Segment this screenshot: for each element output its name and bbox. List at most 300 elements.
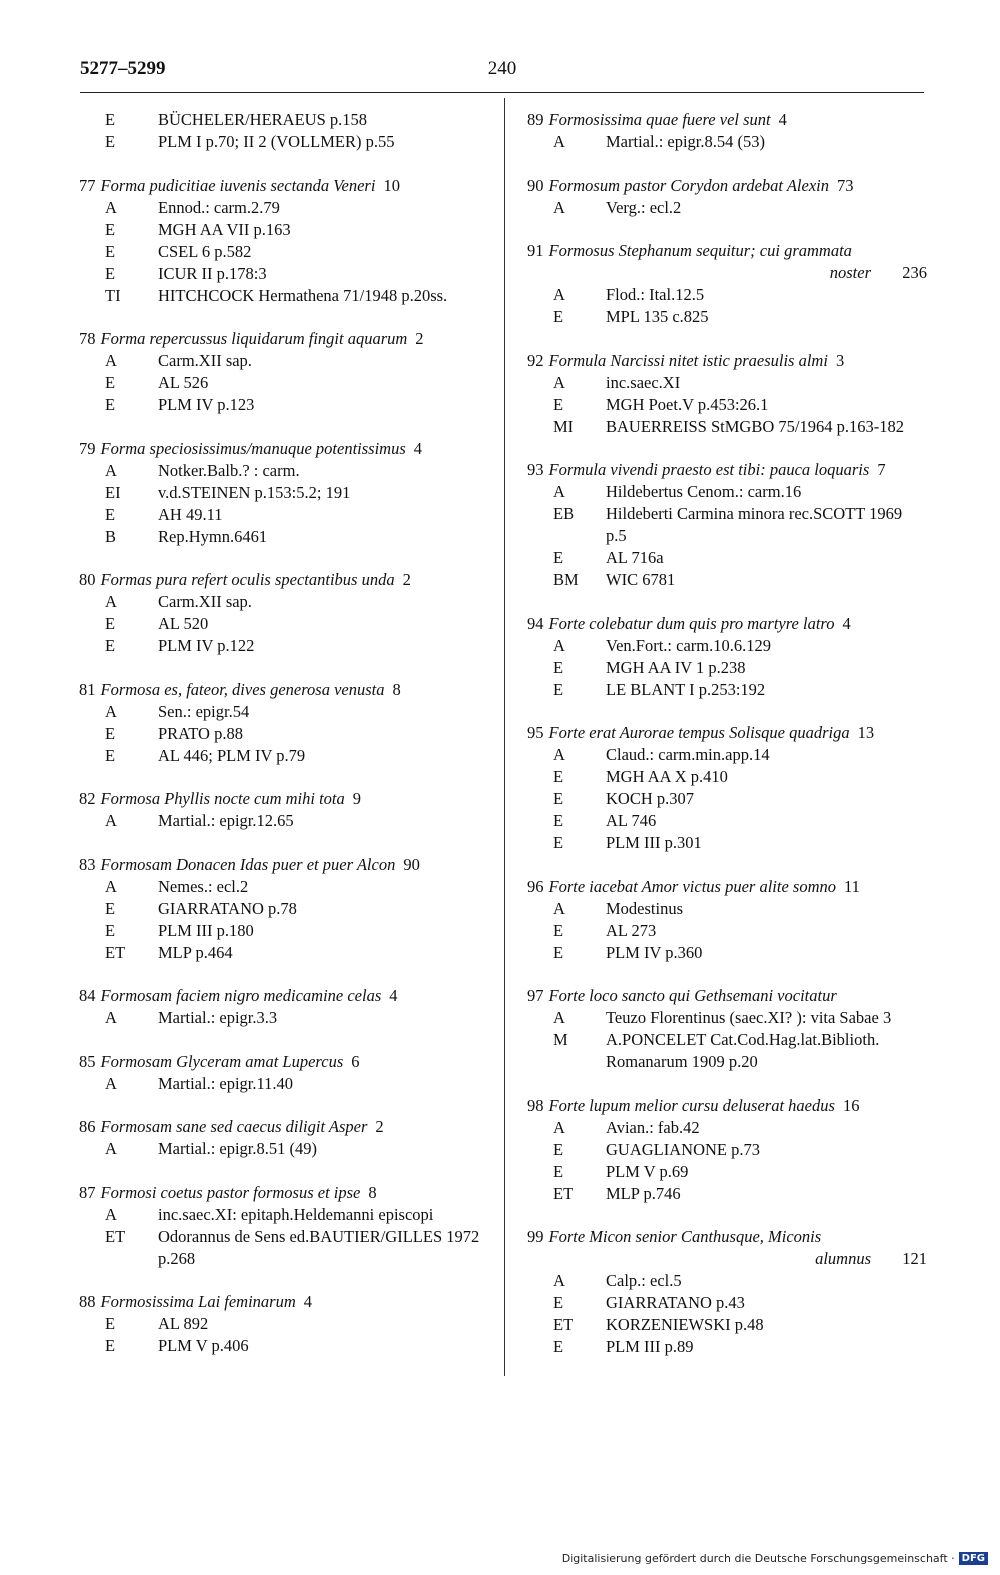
reference-text: Martial.: epigr.11.40	[158, 1073, 294, 1093]
entry-number: 87	[79, 1182, 96, 1202]
reference-row	[79, 1138, 494, 1160]
entry-number: 90	[527, 175, 544, 195]
entry-incipit: Formosi coetus pastor formosus et ipse	[100, 1182, 361, 1202]
entry-incipit: Formosam sane sed caecus diligit Asper	[100, 1117, 368, 1136]
reference-code: B	[105, 526, 117, 546]
verse-count: 4	[389, 986, 398, 1005]
reference-code: E	[105, 263, 116, 283]
verse-count: 8	[392, 679, 401, 699]
right-column	[527, 109, 927, 1380]
verse-count: 8	[368, 1182, 377, 1202]
reference-text: PRATO p.88	[158, 723, 243, 743]
reference-row	[527, 942, 927, 964]
catalog-entry	[79, 175, 494, 307]
reference-text: Martial.: epigr.12.65	[158, 811, 294, 830]
reference-code: A	[553, 635, 565, 655]
verse-count: 7	[877, 460, 886, 479]
reference-code: E	[105, 110, 116, 129]
entry-heading	[527, 240, 927, 262]
reference-row	[527, 547, 927, 569]
entry-number: 98	[527, 1095, 544, 1115]
entry-number: 91	[527, 241, 544, 260]
reference-row	[527, 394, 927, 416]
reference-text: Teuzo Florentinus (saec.XI? ): vita Sabae 3	[606, 1008, 892, 1027]
entry-incipit: Forte loco sancto qui Gethsemani vocitatur	[548, 986, 837, 1005]
entry-incipit: Formosissima Lai feminarum	[100, 1292, 296, 1311]
incipit-continuation: alumnus	[815, 1249, 871, 1268]
reference-text: CSEL 6 p.582	[158, 241, 252, 261]
reference-row	[527, 920, 927, 942]
reference-code: A	[553, 197, 565, 217]
entry-number: 80	[79, 570, 96, 589]
reference-text: Sen.: epigr.54	[158, 701, 250, 721]
entry-heading	[79, 1116, 494, 1138]
footer	[562, 1552, 988, 1565]
reference-code: E	[105, 1314, 116, 1333]
reference-text: Calp.: ecl.5	[606, 1271, 682, 1290]
reference-text: ICUR II p.178:3	[158, 263, 267, 283]
reference-code: A	[105, 592, 117, 611]
reference-row	[79, 482, 494, 504]
reference-row	[527, 1183, 927, 1205]
reference-code: E	[553, 679, 564, 699]
verse-count: 6	[351, 1051, 360, 1071]
reference-text: inc.saec.XI	[606, 372, 681, 392]
verse-count: 4	[303, 1292, 313, 1311]
reference-text: PLM IV p.122	[158, 636, 255, 655]
entry-incipit: Formosa es, fateor, dives generosa venusta	[100, 679, 385, 699]
reference-text: Notker.Balb.? : carm.	[158, 460, 300, 480]
entry-incipit: Forte lupum melior cursu deluserat haedus	[548, 1095, 835, 1115]
reference-code: E	[105, 745, 116, 765]
entry-heading	[79, 438, 494, 460]
entry-heading	[527, 613, 927, 635]
catalog-entry	[79, 1182, 494, 1270]
reference-row	[527, 503, 927, 547]
reference-row	[527, 416, 927, 438]
entry-incipit: Formosus Stephanum sequitur; cui grammata	[548, 241, 852, 260]
entry-range: 5277–5299	[80, 58, 166, 79]
reference-code: A	[553, 898, 565, 918]
entry-heading	[79, 175, 494, 197]
incipit-continuation-line	[527, 262, 927, 284]
reference-code: MI	[553, 416, 574, 436]
reference-code: A	[553, 132, 565, 151]
entry-incipit: Formosam faciem nigro medicamine celas	[100, 986, 382, 1005]
reference-row	[79, 1204, 494, 1226]
reference-code: A	[105, 460, 117, 480]
reference-code: E	[105, 395, 116, 414]
reference-code: A	[553, 372, 565, 392]
dfg-logo: DFG	[959, 1552, 988, 1565]
reference-row	[79, 745, 494, 767]
entry-heading	[79, 328, 494, 350]
reference-row	[79, 701, 494, 723]
entry-number: 79	[79, 438, 96, 458]
verse-count: 2	[415, 329, 424, 348]
entry-heading	[79, 1051, 494, 1073]
reference-code: E	[553, 1161, 564, 1181]
entry-heading	[527, 876, 927, 898]
reference-text: Rep.Hymn.6461	[158, 526, 268, 546]
entry-incipit: Forte Micon senior Canthusque, Miconis	[548, 1227, 822, 1246]
entry-heading	[527, 722, 927, 744]
reference-code: E	[553, 767, 564, 786]
catalog-entry	[527, 459, 927, 591]
catalog-entry	[79, 438, 494, 548]
reference-text: Flod.: Ital.12.5	[606, 285, 705, 304]
reference-code: E	[105, 723, 116, 743]
reference-code: E	[105, 636, 116, 655]
reference-row	[527, 481, 927, 503]
reference-text: inc.saec.XI: epitaph.Heldemanni episcopi	[158, 1204, 434, 1224]
verse-count: 90	[403, 854, 420, 874]
footer-text: Digitalisierung gefördert durch die Deutsche Forschungsgemeinschaft ·	[561, 1552, 955, 1565]
entry-number: 86	[79, 1117, 96, 1136]
reference-text: PLM III p.180	[158, 920, 254, 940]
reference-code: E	[105, 132, 116, 151]
reference-text: GIARRATANO p.43	[606, 1293, 745, 1312]
reference-text: MLP p.746	[606, 1183, 681, 1203]
entry-number: 94	[527, 613, 544, 633]
catalog-entry	[79, 854, 494, 964]
reference-row	[79, 504, 494, 526]
reference-code: E	[553, 307, 564, 326]
entry-number: 83	[79, 854, 96, 874]
incipit-continuation: noster	[829, 263, 871, 282]
reference-row	[79, 219, 494, 241]
catalog-entry	[79, 569, 494, 657]
entry-number: 81	[79, 679, 96, 699]
reference-row	[527, 1292, 927, 1314]
verse-count: 2	[402, 570, 411, 589]
reference-code: A	[105, 351, 117, 370]
entry-number: 93	[527, 460, 544, 479]
reference-text: MGH AA X p.410	[606, 767, 728, 786]
reference-row	[79, 131, 494, 153]
reference-text: AL 746	[606, 811, 657, 830]
reference-text: AL 446; PLM IV p.79	[158, 745, 306, 765]
reference-code: E	[105, 241, 116, 261]
reference-code: E	[553, 1293, 564, 1312]
reference-code: M	[553, 1030, 568, 1049]
reference-text: Martial.: epigr.8.51 (49)	[158, 1139, 318, 1158]
reference-row	[527, 1007, 927, 1029]
reference-code: BM	[553, 570, 579, 589]
entry-heading	[79, 854, 494, 876]
reference-text: AL 716a	[606, 548, 664, 567]
reference-code: E	[553, 920, 564, 940]
entry-heading	[527, 109, 927, 131]
reference-row	[79, 898, 494, 920]
reference-row	[79, 372, 494, 394]
reference-row	[527, 898, 927, 920]
reference-code: ET	[553, 1183, 574, 1203]
reference-row	[527, 1270, 927, 1292]
reference-text: WIC 6781	[606, 570, 676, 589]
reference-row	[79, 723, 494, 745]
reference-text: Carm.XII sap.	[158, 351, 252, 370]
verse-count: 121	[902, 1249, 927, 1268]
reference-code: A	[553, 745, 565, 764]
reference-row	[79, 109, 494, 131]
reference-text: Claud.: carm.min.app.14	[606, 745, 770, 764]
entry-heading	[527, 175, 927, 197]
catalog-entry	[527, 109, 927, 153]
reference-row	[79, 635, 494, 657]
reference-text: PLM IV p.123	[158, 395, 255, 414]
reference-code: E	[553, 657, 564, 677]
catalog-entry	[527, 876, 927, 964]
reference-row	[527, 372, 927, 394]
verse-count: 9	[352, 789, 362, 808]
reference-row	[79, 241, 494, 263]
reference-code: E	[553, 833, 564, 852]
reference-text: PLM III p.301	[606, 833, 702, 852]
entry-incipit: Formosissima quae fuere vel sunt	[548, 110, 771, 129]
reference-text: A.PONCELET Cat.Cod.Hag.lat.Biblioth. Romanarum 1909 p.20	[606, 1030, 880, 1071]
entry-heading	[79, 985, 494, 1007]
catalog-entry	[527, 1226, 927, 1358]
reference-row	[79, 1007, 494, 1029]
reference-code: E	[105, 1336, 116, 1355]
reference-code: A	[553, 1271, 565, 1290]
catalog-entry	[527, 985, 927, 1073]
entry-incipit: Forte erat Aurorae tempus Solisque quadriga	[548, 723, 850, 742]
reference-code: TI	[105, 285, 121, 305]
reference-text: AL 520	[158, 614, 209, 633]
reference-text: Avian.: fab.42	[606, 1117, 700, 1137]
left-column	[79, 109, 494, 1379]
entry-incipit: Formosam Glyceram amat Lupercus	[100, 1051, 344, 1071]
reference-row	[79, 263, 494, 285]
reference-text: AL 526	[158, 373, 209, 392]
reference-row	[79, 810, 494, 832]
verse-count: 10	[383, 175, 400, 195]
reference-text: KOCH p.307	[606, 789, 695, 808]
reference-text: BÜCHELER/HERAEUS p.158	[158, 110, 368, 129]
catalog-entry	[527, 350, 927, 438]
reference-row	[527, 1161, 927, 1183]
reference-text: Odorannus de Sens ed.BAUTIER/GILLES 1972 p.268	[158, 1226, 480, 1268]
reference-code: A	[105, 876, 117, 896]
reference-text: v.d.STEINEN p.153:5.2; 191	[158, 482, 351, 502]
reference-text: Nemes.: ecl.2	[158, 876, 249, 896]
reference-row	[79, 876, 494, 898]
entry-number: 84	[79, 986, 96, 1005]
reference-row	[79, 526, 494, 548]
verse-count: 13	[857, 723, 875, 742]
reference-text: AL 273	[606, 920, 657, 940]
reference-code: ET	[105, 942, 126, 962]
reference-code: E	[105, 614, 116, 633]
entry-heading	[527, 459, 927, 481]
reference-code: ET	[105, 1226, 126, 1246]
entry-number: 88	[79, 1292, 96, 1311]
reference-row	[79, 285, 494, 307]
reference-text: Ennod.: carm.2.79	[158, 197, 280, 217]
reference-code: ET	[553, 1315, 574, 1334]
verse-count: 4	[413, 438, 422, 458]
reference-text: Ven.Fort.: carm.10.6.129	[606, 635, 771, 655]
reference-text: KORZENIEWSKI p.48	[606, 1315, 764, 1334]
reference-text: Hildebertus Cenom.: carm.16	[606, 482, 802, 501]
reference-code: A	[105, 1073, 117, 1093]
reference-code: A	[105, 197, 117, 217]
reference-code: A	[553, 1008, 565, 1027]
reference-row	[527, 744, 927, 766]
entry-incipit: Formula vivendi praesto est tibi: pauca loquaris	[548, 460, 870, 479]
reference-row	[527, 1117, 927, 1139]
reference-text: Martial.: epigr.8.54 (53)	[606, 132, 766, 151]
page-number: 240	[487, 58, 517, 79]
reference-row	[79, 942, 494, 964]
reference-code: E	[553, 942, 564, 962]
reference-text: PLM V p.69	[606, 1161, 689, 1181]
reference-code: A	[105, 1008, 117, 1027]
entry-incipit: Forte iacebat Amor victus puer alite somno	[548, 876, 836, 896]
verse-count: 2	[375, 1117, 384, 1136]
column-divider	[504, 98, 505, 1376]
reference-text: BAUERREISS StMGBO 75/1964 p.163-182	[606, 416, 904, 436]
reference-text: PLM IV p.360	[606, 942, 703, 962]
reference-code: E	[553, 394, 564, 414]
reference-row	[527, 788, 927, 810]
entry-number: 78	[79, 329, 96, 348]
reference-row	[527, 306, 927, 328]
catalog-entry	[79, 985, 494, 1029]
reference-row	[79, 460, 494, 482]
verse-count: 11	[844, 876, 860, 896]
reference-text: Hildeberti Carmina minora rec.SCOTT 1969 p.5	[606, 504, 903, 545]
catalog-entry	[527, 1095, 927, 1205]
verse-count: 16	[842, 1095, 860, 1115]
reference-text: GIARRATANO p.78	[158, 898, 297, 918]
reference-code: E	[553, 548, 564, 567]
reference-row	[79, 613, 494, 635]
reference-row	[527, 1314, 927, 1336]
entry-heading	[79, 569, 494, 591]
catalog-entry	[79, 1291, 494, 1357]
reference-row	[527, 284, 927, 306]
reference-text: MLP p.464	[158, 942, 233, 962]
entry-number: 92	[527, 350, 544, 370]
reference-row	[79, 350, 494, 372]
reference-row	[79, 1073, 494, 1095]
reference-code: E	[105, 920, 116, 940]
reference-code: E	[105, 219, 116, 239]
reference-code: A	[105, 1204, 117, 1224]
reference-code: EB	[553, 504, 575, 523]
catalog-entry	[79, 788, 494, 832]
reference-row	[527, 1336, 927, 1358]
reference-row	[527, 810, 927, 832]
entry-heading	[79, 1182, 494, 1204]
reference-row	[79, 394, 494, 416]
catalog-entry	[79, 679, 494, 767]
entry-incipit: Forma pudicitiae iuvenis sectanda Veneri	[100, 175, 376, 195]
entry-number: 82	[79, 789, 96, 808]
reference-code: A	[553, 1117, 565, 1137]
incipit-continuation-line	[527, 1248, 927, 1270]
reference-code: E	[553, 811, 564, 830]
entry-heading	[79, 679, 494, 701]
entry-incipit: Forte colebatur dum quis pro martyre latro	[548, 613, 835, 633]
reference-text: LE BLANT I p.253:192	[606, 679, 766, 699]
reference-code: A	[105, 811, 117, 830]
entry-incipit: Formosa Phyllis nocte cum mihi tota	[100, 789, 345, 808]
reference-row	[79, 1335, 494, 1357]
reference-text: Carm.XII sap.	[158, 592, 252, 611]
reference-row	[527, 1029, 927, 1073]
catalog-entry	[527, 613, 927, 701]
reference-code: E	[105, 504, 116, 524]
reference-code: A	[553, 482, 565, 501]
verse-count: 4	[778, 110, 787, 129]
verse-count: 236	[902, 263, 927, 282]
entry-heading	[79, 788, 494, 810]
reference-text: Modestinus	[606, 898, 684, 918]
reference-text: MGH AA IV 1 p.238	[606, 657, 746, 677]
catalog-entry	[79, 328, 494, 416]
reference-text: MGH Poet.V p.453:26.1	[606, 394, 769, 414]
reference-code: E	[553, 1337, 564, 1356]
entry-heading	[527, 350, 927, 372]
entry-heading	[527, 1226, 927, 1248]
reference-row	[527, 766, 927, 788]
reference-row	[79, 1226, 494, 1270]
catalog-entry	[527, 175, 927, 219]
verse-count: 4	[842, 613, 851, 633]
catalog-entry	[79, 109, 494, 153]
reference-code: E	[105, 373, 116, 392]
catalog-entry	[527, 240, 927, 328]
reference-text: HITCHCOCK Hermathena 71/1948 p.20ss.	[158, 285, 448, 305]
entry-number: 85	[79, 1051, 96, 1071]
reference-row	[79, 920, 494, 942]
reference-code: A	[105, 701, 117, 721]
entry-incipit: Formas pura refert oculis spectantibus unda	[100, 570, 395, 589]
reference-row	[527, 1139, 927, 1161]
catalog-entry	[79, 1051, 494, 1095]
reference-row	[527, 679, 927, 701]
reference-code: E	[553, 789, 564, 808]
catalog-entry	[79, 1116, 494, 1160]
entry-heading	[527, 1095, 927, 1117]
entry-number: 89	[527, 110, 544, 129]
entry-incipit: Forma repercussus liquidarum fingit aquarum	[100, 329, 408, 348]
entry-number: 95	[527, 723, 544, 742]
reference-code: A	[105, 1139, 117, 1158]
entry-incipit: Forma speciosissimus/manuque potentissimus	[100, 438, 406, 458]
reference-text: GUAGLIANONE p.73	[606, 1139, 760, 1159]
reference-row	[527, 832, 927, 854]
reference-text: MPL 135 c.825	[606, 307, 709, 326]
reference-row	[527, 635, 927, 657]
verse-count: 73	[837, 175, 854, 195]
reference-row	[79, 591, 494, 613]
reference-text: PLM I p.70; II 2 (VOLLMER) p.55	[158, 132, 395, 151]
page-header	[80, 58, 924, 93]
entry-incipit: Formosam Donacen Idas puer et puer Alcon	[100, 854, 396, 874]
reference-row	[79, 1313, 494, 1335]
reference-row	[527, 657, 927, 679]
reference-code: E	[105, 898, 116, 918]
reference-code: EI	[105, 482, 121, 502]
reference-row	[527, 197, 927, 219]
entry-incipit: Formula Narcissi nitet istic praesulis almi	[548, 350, 828, 370]
entry-number: 96	[527, 876, 544, 896]
